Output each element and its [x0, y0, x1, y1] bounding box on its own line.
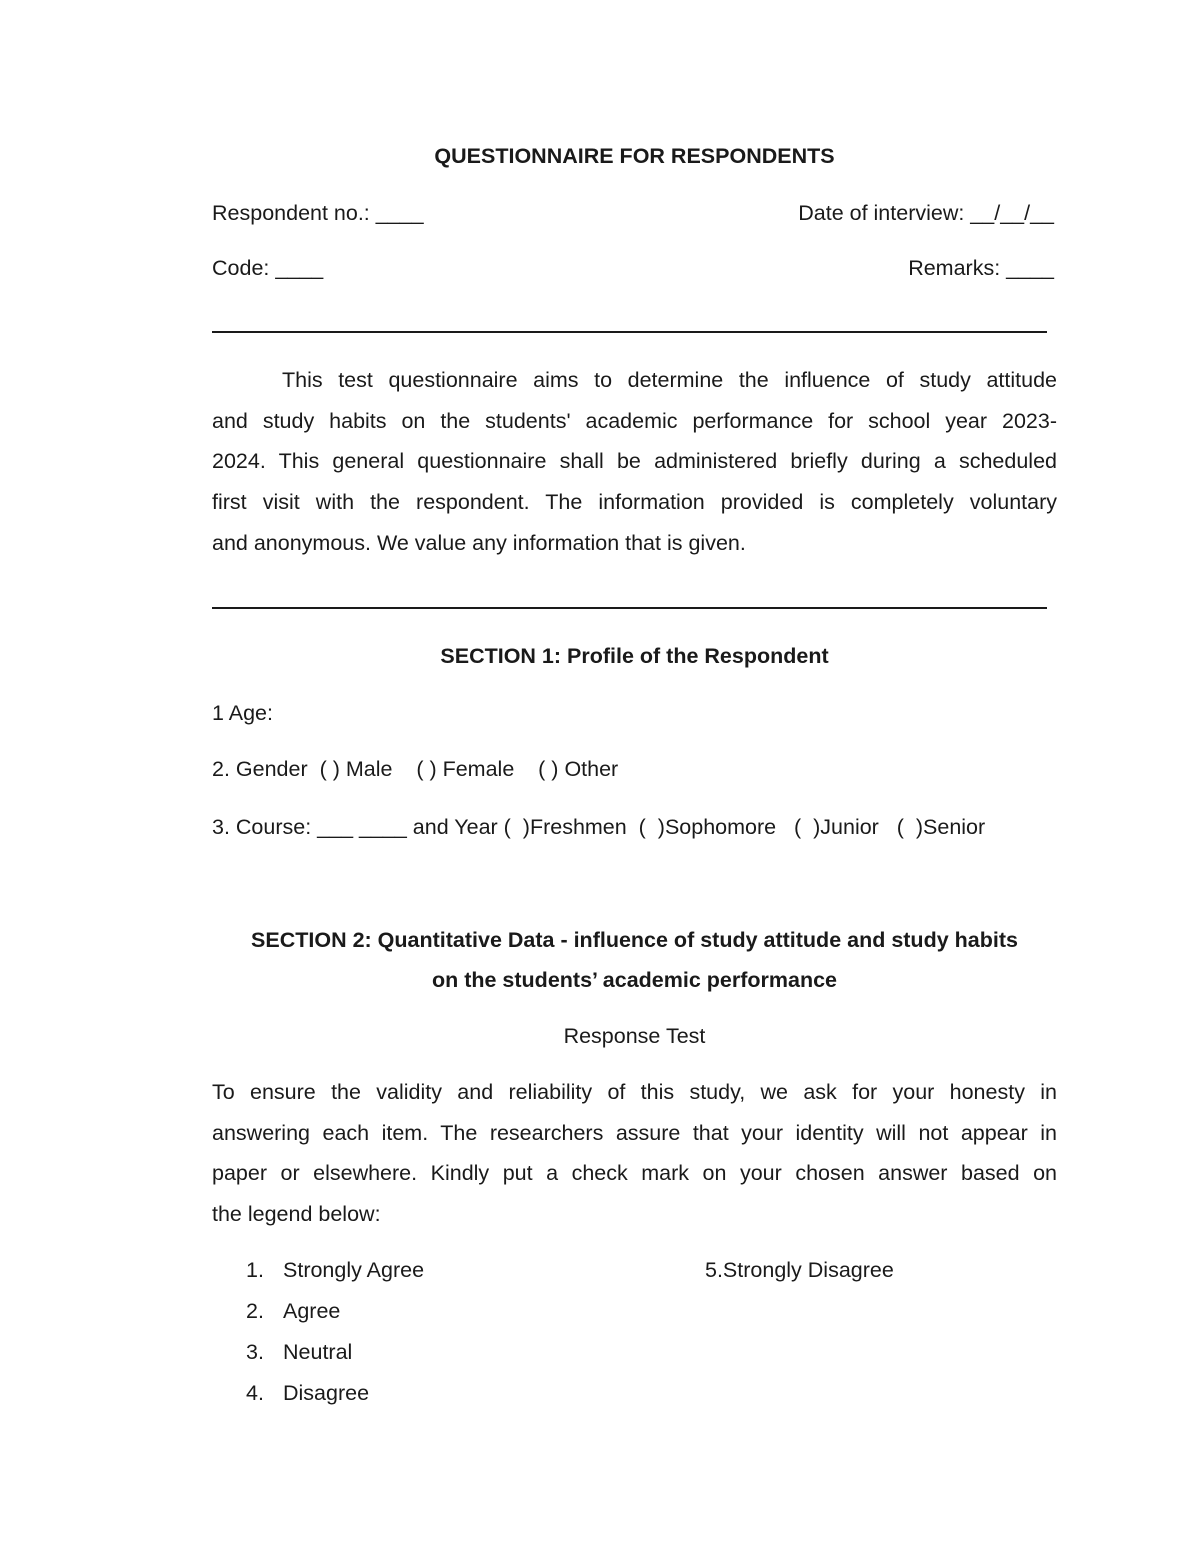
- instruction-line: answering each item. The researchers assure that your identity will not appear in: [212, 1120, 1057, 1145]
- intro-line: first visit with the respondent. The information provided is completely voluntary: [212, 490, 1057, 515]
- remarks-field: Remarks: ____: [908, 256, 1054, 280]
- intro-line: This test questionnaire aims to determine the influence of study attitude: [282, 368, 1057, 392]
- intro-paragraph: [212, 360, 1057, 563]
- instruction-line: To ensure the validity and reliability of this study, we ask for your honesty in: [212, 1080, 1057, 1104]
- date-of-interview-field: Date of interview: __/__/__: [798, 201, 1054, 225]
- code-field: Code: ____: [212, 256, 324, 280]
- gender-question: 2. Gender ( ) Male ( ) Female ( ) Other: [212, 757, 619, 781]
- instruction-line: paper or elsewhere. Kindly put a check mark on your chosen answer based on: [212, 1161, 1057, 1186]
- intro-line: 2024. This general questionnaire shall be administered briefly during a scheduled: [212, 449, 1057, 474]
- instruction-paragraph: [212, 1072, 1057, 1235]
- age-question: 1 Age:: [212, 701, 273, 725]
- divider-top: [212, 331, 1047, 333]
- section1-heading: SECTION 1: Profile of the Respondent: [440, 644, 829, 668]
- section2-heading-line2: on the students’ academic performance: [431, 968, 838, 992]
- respondent-no-field: Respondent no.: ____: [212, 201, 424, 225]
- page-title: QUESTIONNAIRE FOR RESPONDENTS: [434, 144, 835, 168]
- instruction-line: the legend below:: [212, 1202, 381, 1227]
- legend-item-5: 5.Strongly Disagree: [705, 1258, 894, 1282]
- intro-line: and anonymous. We value any information that is given.: [212, 530, 746, 555]
- section2-heading-line1: SECTION 2: Quantitative Data - influence of study attitude and study habits: [251, 928, 1018, 952]
- divider-bottom: [212, 607, 1047, 609]
- course-question: 3. Course: ___ ____ and Year ( )Freshmen ( )Sophomore ( )Junior ( )Senior: [212, 815, 986, 839]
- section2-subheading: Response Test: [563, 1024, 706, 1048]
- intro-line: and study habits on the students' academic performance for school year 2023-: [212, 408, 1057, 433]
